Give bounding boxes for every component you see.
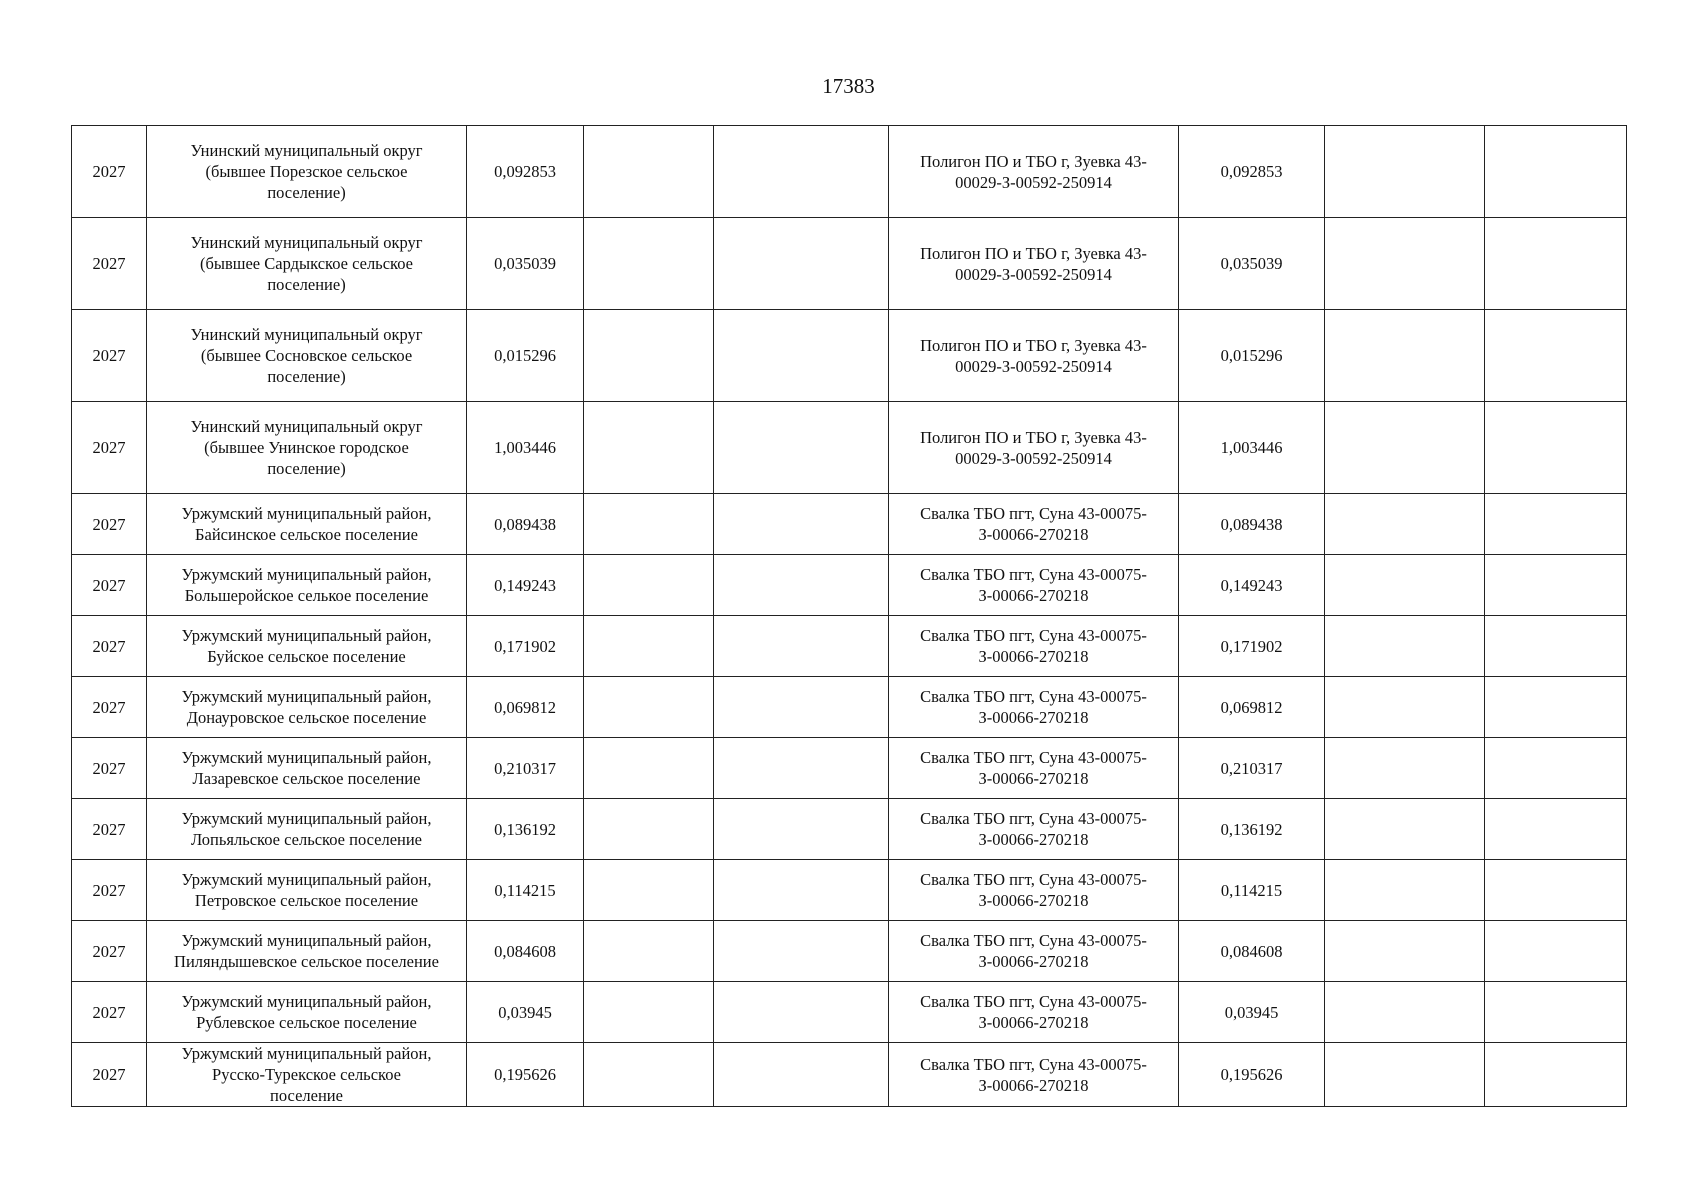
empty-cell-8	[1325, 921, 1485, 982]
empty-cell-8	[1325, 616, 1485, 677]
municipality-line3: поселение)	[267, 275, 346, 294]
facility-line1: Полигон ПО и ТБО г, Зуевка 43-	[920, 335, 1147, 355]
empty-cell-9	[1485, 982, 1627, 1043]
municipality-cell	[147, 738, 467, 799]
empty-cell-4	[584, 402, 714, 494]
table-row	[72, 402, 1627, 494]
facility-line1: Свалка ТБО пгт, Суна 43-00075-	[920, 565, 1147, 584]
year-cell	[72, 799, 147, 860]
volume: 0,03945	[498, 1002, 552, 1022]
table-row	[72, 555, 1627, 616]
municipality-line2: Пиляндышевское сельское поселение	[174, 952, 439, 971]
volume-cell	[467, 126, 584, 218]
volume2: 0,136192	[1220, 819, 1283, 839]
facility-volume-cell	[1179, 860, 1325, 921]
facility-line2: З-00066-270218	[978, 769, 1089, 788]
municipality-line1: Унинский муниципальный округ	[190, 417, 423, 436]
municipality-cell	[147, 402, 467, 494]
facility-line1: Полигон ПО и ТБО г, Зуевка 43-	[920, 427, 1147, 447]
municipality-line1: Уржумский муниципальный район,	[181, 504, 432, 523]
municipality-line1: Унинский муниципальный округ	[190, 233, 423, 252]
empty-cell-8	[1325, 494, 1485, 555]
empty-cell-4	[584, 677, 714, 738]
facility-cell	[889, 555, 1179, 616]
volume: 0,171902	[494, 636, 556, 656]
empty-cell-9	[1485, 799, 1627, 860]
facility-cell	[889, 1043, 1179, 1107]
volume-cell	[467, 494, 584, 555]
facility-line1: Полигон ПО и ТБО г, Зуевка 43-	[920, 243, 1147, 263]
volume-cell	[467, 310, 584, 402]
municipality-line1: Уржумский муниципальный район,	[181, 1044, 432, 1063]
facility-cell	[889, 982, 1179, 1043]
empty-cell-5	[714, 738, 889, 799]
year: 2027	[92, 162, 126, 181]
municipality-line2: Донауровское сельское поселение	[186, 708, 427, 727]
year: 2027	[92, 514, 126, 534]
year-cell	[72, 860, 147, 921]
empty-cell-4	[584, 126, 714, 218]
municipality-line2: (бывшее Сардыкское сельское	[200, 254, 413, 273]
volume: 1,003446	[494, 438, 556, 457]
municipality-cell	[147, 555, 467, 616]
facility-line1: Свалка ТБО пгт, Суна 43-00075-	[920, 504, 1147, 523]
municipality-cell	[147, 921, 467, 982]
volume-cell	[467, 218, 584, 310]
volume2: 1,003446	[1220, 438, 1283, 457]
empty-cell-8	[1325, 1043, 1485, 1107]
empty-cell-8	[1325, 799, 1485, 860]
municipality-line3: поселение)	[267, 183, 346, 202]
facility-volume-cell	[1179, 677, 1325, 738]
year-cell	[72, 310, 147, 402]
table-row	[72, 738, 1627, 799]
year-cell	[72, 982, 147, 1043]
empty-cell-9	[1485, 310, 1627, 402]
year-cell	[72, 921, 147, 982]
table-body	[72, 126, 1627, 1107]
year-cell	[72, 126, 147, 218]
empty-cell-9	[1485, 218, 1627, 310]
year: 2027	[92, 575, 126, 595]
empty-cell-4	[584, 616, 714, 677]
empty-cell-9	[1485, 126, 1627, 218]
volume-cell	[467, 616, 584, 677]
facility-cell	[889, 126, 1179, 218]
facility-volume-cell	[1179, 1043, 1325, 1107]
municipality-line3: поселение)	[267, 459, 346, 478]
year-cell	[72, 1043, 147, 1107]
volume2: 0,210317	[1220, 758, 1283, 778]
municipality-line2: Лопьяльское сельское поселение	[190, 830, 423, 849]
empty-cell-5	[714, 921, 889, 982]
year: 2027	[92, 254, 126, 273]
empty-cell-8	[1325, 310, 1485, 402]
facility-cell	[889, 738, 1179, 799]
facility-cell	[889, 860, 1179, 921]
volume: 0,114215	[494, 880, 556, 900]
empty-cell-5	[714, 494, 889, 555]
municipality-line2: (бывшее Сосновское сельское	[200, 346, 413, 365]
year-cell	[72, 738, 147, 799]
empty-cell-5	[714, 126, 889, 218]
facility-volume-cell	[1179, 738, 1325, 799]
facility-line2: З-00066-270218	[978, 891, 1089, 910]
municipality-cell	[147, 616, 467, 677]
volume: 0,092853	[494, 162, 556, 181]
volume: 0,069812	[494, 697, 556, 717]
empty-cell-8	[1325, 402, 1485, 494]
empty-cell-4	[584, 860, 714, 921]
empty-cell-8	[1325, 126, 1485, 218]
empty-cell-8	[1325, 860, 1485, 921]
empty-cell-4	[584, 494, 714, 555]
empty-cell-9	[1485, 1043, 1627, 1107]
volume2: 0,149243	[1220, 575, 1283, 595]
facility-volume-cell	[1179, 921, 1325, 982]
volume2: 0,084608	[1220, 941, 1283, 961]
facility-cell	[889, 799, 1179, 860]
facility-cell	[889, 494, 1179, 555]
year: 2027	[92, 438, 126, 457]
municipality-line2: (бывшее Унинское городское	[204, 438, 409, 457]
year: 2027	[92, 819, 126, 839]
facility-line2: З-00066-270218	[978, 525, 1089, 544]
municipality-line2: Байсинское сельское поселение	[195, 525, 418, 544]
municipality-line3: поселение	[270, 1086, 343, 1105]
facility-cell	[889, 310, 1179, 402]
table-row	[72, 126, 1627, 218]
empty-cell-5	[714, 616, 889, 677]
volume-cell	[467, 677, 584, 738]
empty-cell-9	[1485, 616, 1627, 677]
municipality-cell	[147, 982, 467, 1043]
table-row	[72, 494, 1627, 555]
volume2: 0,035039	[1220, 254, 1283, 273]
facility-volume-cell	[1179, 310, 1325, 402]
volume: 0,149243	[494, 575, 556, 595]
year: 2027	[92, 697, 126, 717]
empty-cell-5	[714, 310, 889, 402]
empty-cell-4	[584, 982, 714, 1043]
page-number: 17383	[822, 74, 875, 98]
municipality-cell	[147, 860, 467, 921]
year: 2027	[92, 1002, 126, 1022]
empty-cell-5	[714, 860, 889, 921]
volume: 0,089438	[494, 514, 556, 534]
facility-line2: З-00066-270218	[978, 1075, 1089, 1095]
volume2: 0,195626	[1220, 1065, 1283, 1084]
volume-cell	[467, 982, 584, 1043]
facility-line2: З-00066-270218	[978, 952, 1089, 971]
municipality-line1: Унинский муниципальный округ	[190, 325, 423, 344]
municipality-cell	[147, 677, 467, 738]
municipality-cell	[147, 310, 467, 402]
empty-cell-4	[584, 555, 714, 616]
year: 2027	[92, 346, 126, 365]
facility-cell	[889, 921, 1179, 982]
volume-cell	[467, 799, 584, 860]
volume: 0,195626	[494, 1065, 556, 1084]
volume2: 0,015296	[1220, 346, 1283, 365]
municipality-line1: Уржумский муниципальный район,	[181, 626, 432, 645]
facility-line2: З-00066-270218	[978, 586, 1089, 605]
facility-line2: З-00066-270218	[978, 830, 1089, 849]
facility-line2: 00029-З-00592-250914	[955, 172, 1112, 192]
facility-volume-cell	[1179, 616, 1325, 677]
table-row	[72, 860, 1627, 921]
facility-line1: Свалка ТБО пгт, Суна 43-00075-	[920, 1054, 1147, 1074]
empty-cell-4	[584, 310, 714, 402]
municipality-line2: Русско-Турекское сельское	[212, 1065, 401, 1084]
empty-cell-9	[1485, 555, 1627, 616]
year-cell	[72, 616, 147, 677]
facility-volume-cell	[1179, 402, 1325, 494]
municipality-line2: Петровское сельское поселение	[194, 891, 419, 910]
table-row	[72, 799, 1627, 860]
facility-line1: Свалка ТБО пгт, Суна 43-00075-	[920, 992, 1147, 1011]
municipality-line1: Уржумский муниципальный район,	[181, 931, 432, 950]
facility-volume-cell	[1179, 982, 1325, 1043]
facility-line1: Свалка ТБО пгт, Суна 43-00075-	[920, 870, 1147, 889]
empty-cell-4	[584, 218, 714, 310]
municipality-line2: (бывшее Порезское сельское	[205, 162, 408, 181]
municipality-line3: поселение)	[267, 367, 346, 386]
empty-cell-5	[714, 402, 889, 494]
volume2: 0,069812	[1220, 697, 1283, 717]
year-cell	[72, 677, 147, 738]
year-cell	[72, 218, 147, 310]
empty-cell-5	[714, 799, 889, 860]
facility-line2: З-00066-270218	[978, 1013, 1089, 1032]
municipality-line2: Рублевское сельское поселение	[196, 1013, 417, 1032]
facility-line1: Свалка ТБО пгт, Суна 43-00075-	[920, 687, 1147, 706]
empty-cell-4	[584, 738, 714, 799]
year-cell	[72, 555, 147, 616]
municipality-cell	[147, 494, 467, 555]
municipality-cell	[147, 126, 467, 218]
facility-line1: Свалка ТБО пгт, Суна 43-00075-	[920, 931, 1147, 950]
municipality-line2: Буйское сельское поселение	[207, 647, 406, 666]
volume-cell	[467, 921, 584, 982]
empty-cell-8	[1325, 218, 1485, 310]
empty-cell-8	[1325, 677, 1485, 738]
municipality-line2: Большеройское селькое поселение	[184, 586, 429, 605]
empty-cell-4	[584, 799, 714, 860]
table-row	[72, 310, 1627, 402]
empty-cell-9	[1485, 921, 1627, 982]
facility-line1: Свалка ТБО пгт, Суна 43-00075-	[920, 748, 1147, 767]
empty-cell-4	[584, 1043, 714, 1107]
empty-cell-4	[584, 921, 714, 982]
municipality-cell	[147, 218, 467, 310]
municipality-line2: Лазаревское сельское поселение	[192, 769, 421, 788]
volume2: 0,089438	[1220, 514, 1283, 534]
volume: 0,084608	[494, 941, 556, 961]
volume-cell	[467, 555, 584, 616]
municipality-cell	[147, 799, 467, 860]
volume-cell	[467, 1043, 584, 1107]
empty-cell-9	[1485, 860, 1627, 921]
empty-cell-5	[714, 1043, 889, 1107]
facility-cell	[889, 677, 1179, 738]
facility-line2: З-00066-270218	[978, 647, 1089, 666]
year: 2027	[92, 1065, 126, 1084]
empty-cell-9	[1485, 738, 1627, 799]
table-row	[72, 982, 1627, 1043]
waste-data-table	[71, 125, 1627, 1107]
facility-line1: Полигон ПО и ТБО г, Зуевка 43-	[920, 151, 1147, 171]
table-row	[72, 218, 1627, 310]
volume-cell	[467, 860, 584, 921]
empty-cell-5	[714, 555, 889, 616]
year-cell	[72, 494, 147, 555]
facility-cell	[889, 218, 1179, 310]
volume: 0,210317	[494, 758, 556, 778]
facility-cell	[889, 616, 1179, 677]
empty-cell-9	[1485, 494, 1627, 555]
municipality-line1: Уржумский муниципальный район,	[181, 748, 432, 767]
facility-line1: Свалка ТБО пгт, Суна 43-00075-	[920, 809, 1147, 828]
municipality-line1: Уржумский муниципальный район,	[181, 870, 432, 889]
empty-cell-9	[1485, 402, 1627, 494]
municipality-line1: Уржумский муниципальный район,	[181, 992, 432, 1011]
municipality-line1: Уржумский муниципальный район,	[181, 809, 432, 828]
empty-cell-8	[1325, 982, 1485, 1043]
volume2: 0,03945	[1224, 1002, 1279, 1022]
facility-volume-cell	[1179, 218, 1325, 310]
volume2: 0,114215	[1220, 880, 1283, 900]
table-row	[72, 1043, 1627, 1107]
facility-line2: 00029-З-00592-250914	[955, 356, 1112, 376]
year: 2027	[92, 880, 126, 900]
volume: 0,015296	[494, 346, 556, 365]
table-row	[72, 677, 1627, 738]
year-cell	[72, 402, 147, 494]
table-row	[72, 921, 1627, 982]
year: 2027	[92, 941, 126, 961]
volume2: 0,092853	[1220, 162, 1283, 181]
year: 2027	[92, 636, 126, 656]
empty-cell-8	[1325, 738, 1485, 799]
year: 2027	[92, 758, 126, 778]
facility-volume-cell	[1179, 126, 1325, 218]
empty-cell-9	[1485, 677, 1627, 738]
facility-volume-cell	[1179, 799, 1325, 860]
facility-line2: 00029-З-00592-250914	[955, 448, 1112, 468]
municipality-cell	[147, 1043, 467, 1107]
volume-cell	[467, 738, 584, 799]
volume: 0,136192	[494, 819, 556, 839]
facility-line1: Свалка ТБО пгт, Суна 43-00075-	[920, 626, 1147, 645]
empty-cell-5	[714, 677, 889, 738]
facility-volume-cell	[1179, 494, 1325, 555]
empty-cell-5	[714, 218, 889, 310]
facility-line2: З-00066-270218	[978, 708, 1089, 727]
facility-line2: 00029-З-00592-250914	[955, 264, 1112, 284]
empty-cell-5	[714, 982, 889, 1043]
table-row	[72, 616, 1627, 677]
facility-volume-cell	[1179, 555, 1325, 616]
empty-cell-8	[1325, 555, 1485, 616]
volume-cell	[467, 402, 584, 494]
municipality-line1: Уржумский муниципальный район,	[181, 565, 432, 584]
volume2: 0,171902	[1220, 636, 1283, 656]
volume: 0,035039	[494, 254, 556, 273]
municipality-line1: Унинский муниципальный округ	[190, 141, 423, 160]
municipality-line1: Уржумский муниципальный район,	[181, 687, 432, 706]
facility-cell	[889, 402, 1179, 494]
